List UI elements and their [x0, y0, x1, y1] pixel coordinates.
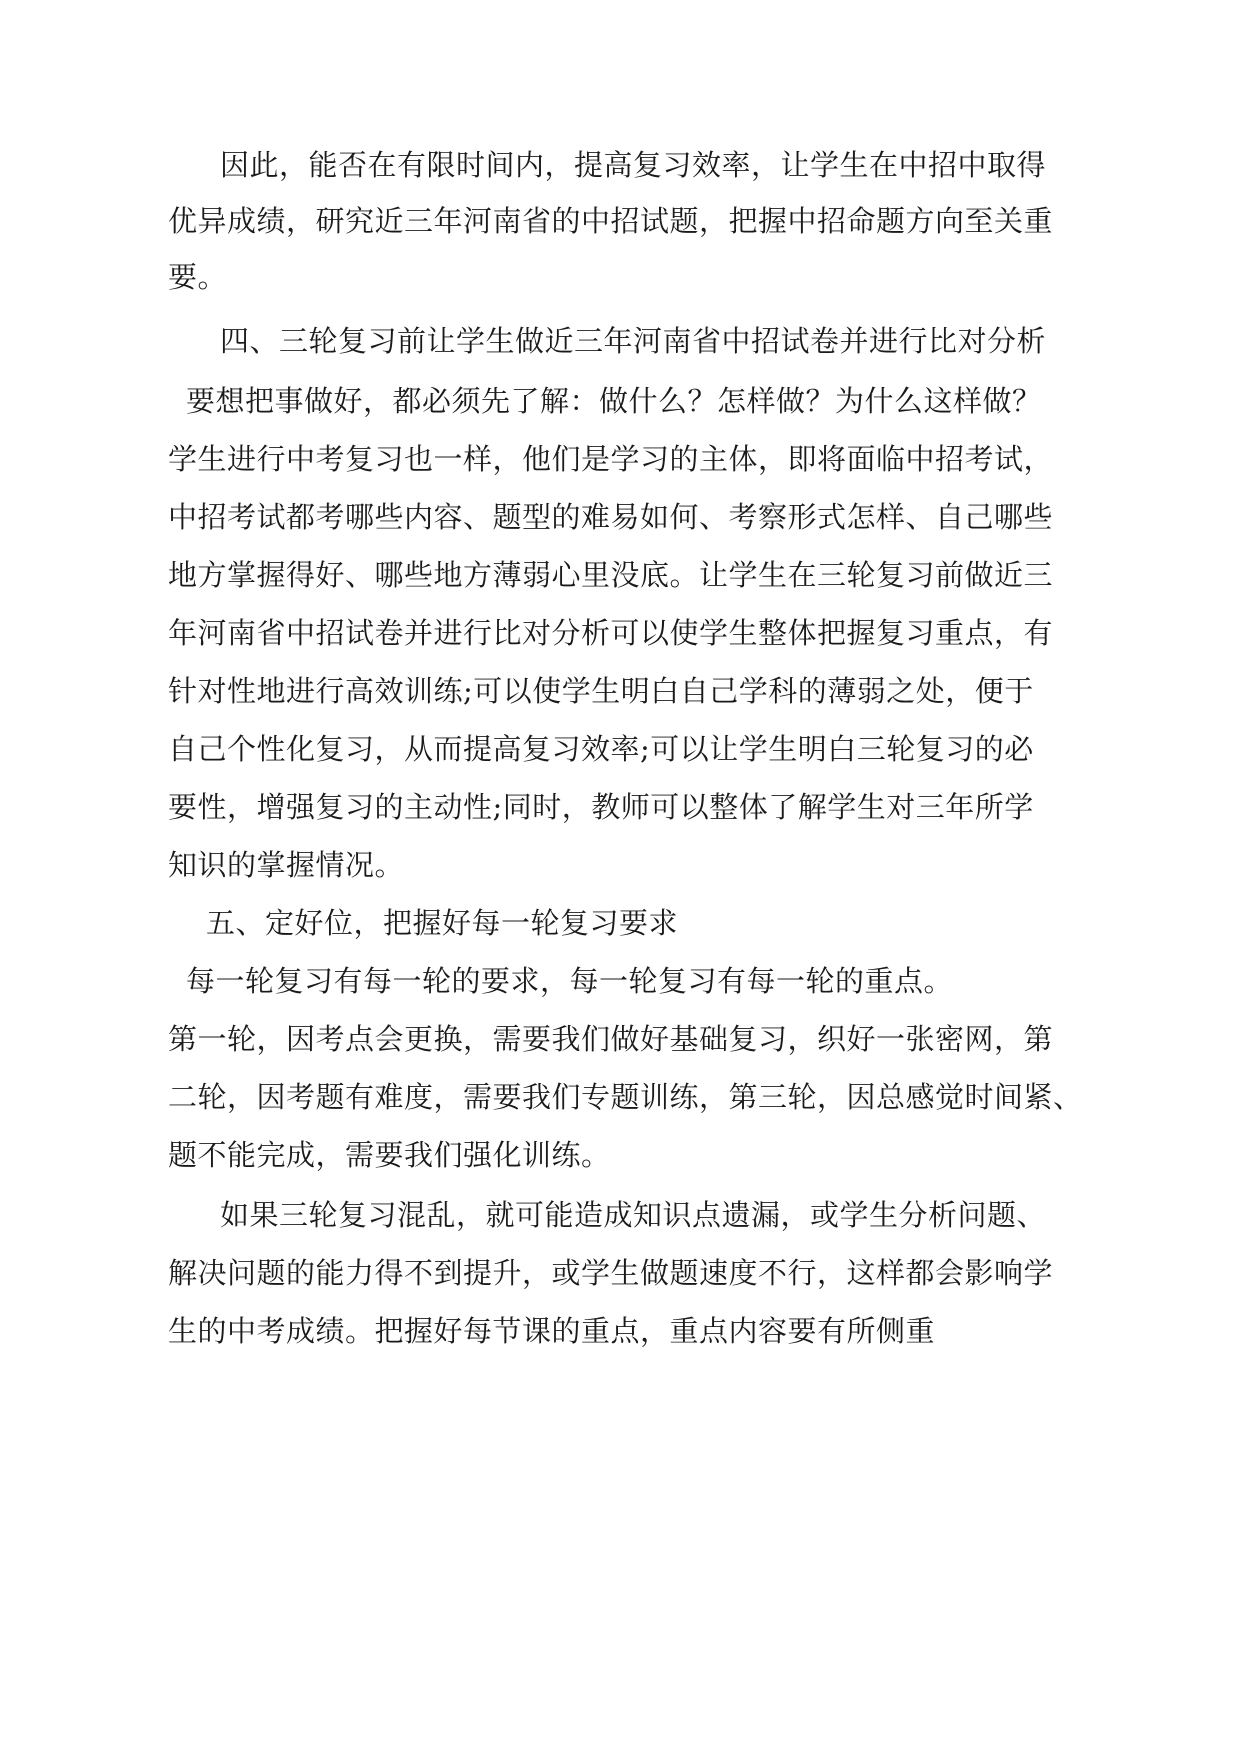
paragraph-1-line-1: 因此，能否在有限时间内，提高复习效率，让学生在中招中取得: [220, 148, 1047, 182]
paragraph-3-line-4: 题不能完成，需要我们强化训练。: [168, 1138, 611, 1172]
paragraph-2-line-7: 自己个性化复习，从而提高复习效率;可以让学生明白三轮复习的必: [168, 732, 1034, 766]
paragraph-2-line-6: 针对性地进行高效训练;可以使学生明白自己学科的薄弱之处，便于: [168, 674, 1034, 708]
paragraph-1-line-3: 要。: [168, 260, 228, 294]
paragraph-4-line-3: 生的中考成绩。把握好每节课的重点，重点内容要有所侧重: [168, 1314, 936, 1348]
paragraph-2-line-1: 要想把事做好，都必须先了解：做什么？怎样做？为什么这样做？: [186, 384, 1042, 418]
paragraph-2-line-4: 地方掌握得好、哪些地方薄弱心里没底。让学生在三轮复习前做近三: [168, 558, 1054, 592]
paragraph-1-line-2: 优异成绩，研究近三年河南省的中招试题，把握中招命题方向至关重: [168, 204, 1054, 238]
paragraph-2-line-3: 中招考试都考哪些内容、题型的难易如何、考察形式怎样、自己哪些: [168, 500, 1054, 534]
paragraph-3-line-2: 第一轮，因考点会更换，需要我们做好基础复习，织好一张密网，第: [168, 1022, 1054, 1056]
section-heading-5: 五、定好位，把握好每一轮复习要求: [206, 906, 679, 940]
paragraph-4-line-1: 如果三轮复习混乱，就可能造成知识点遗漏，或学生分析问题、: [220, 1198, 1047, 1232]
paragraph-3-line-1: 每一轮复习有每一轮的要求，每一轮复习有每一轮的重点。: [186, 964, 954, 998]
paragraph-3-line-3: 二轮，因考题有难度，需要我们专题训练，第三轮，因总感觉时间紧、: [168, 1080, 1083, 1114]
paragraph-2-line-2: 学生进行中考复习也一样，他们是学习的主体，即将面临中招考试，: [168, 442, 1054, 476]
paragraph-2-line-8: 要性，增强复习的主动性;同时，教师可以整体了解学生对三年所学: [168, 790, 1034, 824]
paragraph-2-line-9: 知识的掌握情况。: [168, 848, 405, 882]
paragraph-2-line-5: 年河南省中招试卷并进行比对分析可以使学生整体把握复习重点，有: [168, 616, 1054, 650]
paragraph-4-line-2: 解决问题的能力得不到提升，或学生做题速度不行，这样都会影响学: [168, 1256, 1054, 1290]
section-heading-4: 四、三轮复习前让学生做近三年河南省中招试卷并进行比对分析: [220, 324, 1047, 358]
